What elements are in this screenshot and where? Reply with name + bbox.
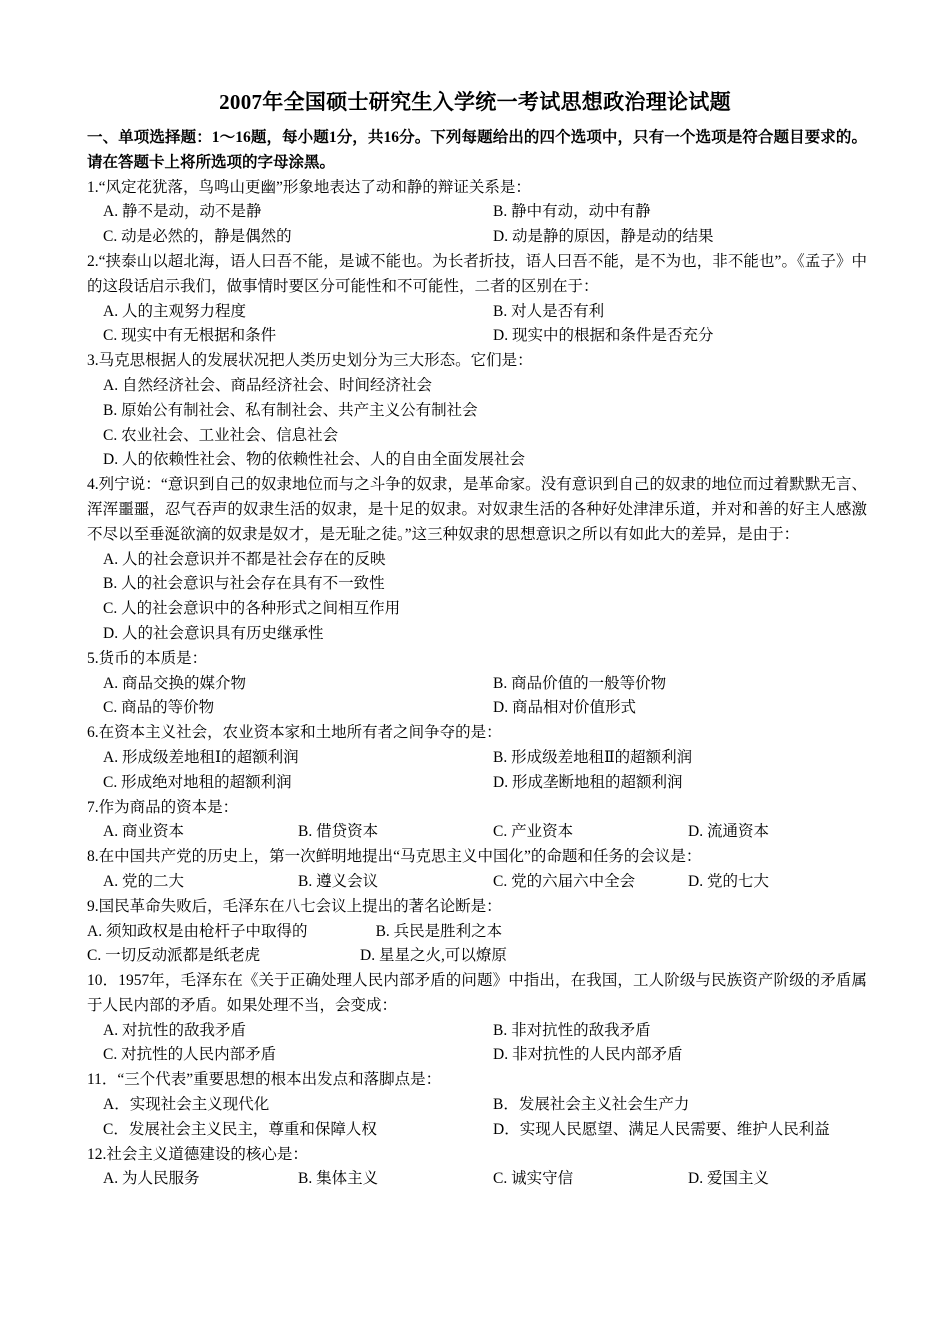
option-c: C. 对抗性的人民内部矛盾 [103, 1046, 277, 1064]
question-12 [87, 1143, 867, 1193]
option-d: D. 非对抗性的人民内部矛盾 [493, 1046, 683, 1064]
option-c: C. 商品的等价物 [103, 699, 215, 717]
question-stem: 4.列宁说：“意识到自己的奴隶地位而与之斗争的奴隶，是革命家。没有意识到自己的奴隶的地位而过着默默无言、浑浑噩噩，忍气吞声的奴隶生活的奴隶，是十足的奴隶。对奴隶生活的各种好处津津乐道，并对和善的好主人感激不尽以至垂涎欲滴的奴隶是奴才，是无耻之徒。”这三种奴隶的思想意识之所以有如此大的差异，是由于： [87, 476, 867, 543]
exam-content [87, 126, 867, 1192]
option-a: A. 商业资本 [103, 823, 184, 841]
question-9 [87, 895, 867, 969]
section-instructions: 一、单项选择题：1～16题，每小题1分，共16分。下列每题给出的四个选项中，只有一个选项是符合题目要求的。请在答题卡上将所选项的字母涂黑。 [87, 129, 867, 171]
option-c: C．发展社会主义民主，尊重和保障人权 [103, 1120, 377, 1138]
question-5 [87, 647, 867, 721]
option-d: D. 形成垄断地租的超额利润 [493, 773, 683, 791]
option-c: C. 产业资本 [493, 823, 574, 841]
option-a: A. 自然经济社会、商品经济社会、时间经济社会 [103, 376, 432, 394]
question-stem: 2.“挟泰山以超北海，语人曰吾不能，是诚不能也。为长者折技，语人曰吾不能，是不为也，非不能也”。《孟子》中的这段话启示我们，做事情时要区分可能性和不可能性，二者的区别在于： [87, 252, 867, 295]
option-a: A. 党的二大 [103, 872, 184, 890]
option-b: B. 商品价值的一般等价物 [493, 674, 667, 692]
option-b: B．发展社会主义社会生产力 [493, 1096, 690, 1114]
question-3 [87, 349, 867, 473]
question-stem: 5.货币的本质是： [87, 649, 208, 667]
option-a: A. 人的主观努力程度 [103, 302, 246, 320]
option-d: D. 人的依赖性社会、物的依赖性社会、人的自由全面发展社会 [103, 451, 525, 469]
option-c: C. 诚实守信 [493, 1170, 574, 1188]
option-b: B. 原始公有制社会、私有制社会、共产主义公有制社会 [103, 401, 478, 419]
question-stem: 6.在资本主义社会，农业资本家和土地所有者之间争夺的是： [87, 724, 502, 742]
option-a: A. 须知政权是由枪杆子中取得的 [87, 922, 308, 940]
option-b: B. 形成级差地租Ⅱ的超额利润 [493, 748, 693, 766]
option-d: D．实现人民愿望、满足人民需要、维护人民利益 [493, 1120, 830, 1138]
option-d: D. 流通资本 [688, 823, 769, 841]
question-7 [87, 796, 867, 846]
option-a: A. 形成级差地租Ⅰ的超额利润 [103, 748, 299, 766]
option-d: D. 现实中的根据和条件是否充分 [493, 327, 714, 345]
option-b: B. 人的社会意识与社会存在具有不一致性 [103, 575, 385, 593]
option-d: D. 商品相对价值形式 [493, 699, 636, 717]
question-stem: 8.在中国共产党的历史上，第一次鲜明地提出“马克思主义中国化”的命题和任务的会议是： [87, 848, 702, 866]
question-stem: 1.“风定花犹落，鸟鸣山更幽”形象地表达了动和静的辩证关系是： [87, 178, 531, 196]
question-stem: 12.社会主义道德建设的核心是： [87, 1145, 308, 1163]
question-6 [87, 721, 867, 795]
option-a: A．实现社会主义现代化 [103, 1096, 270, 1114]
question-1 [87, 176, 867, 250]
option-d: D. 人的社会意识具有历史继承性 [103, 624, 324, 642]
option-a: A. 对抗性的敌我矛盾 [103, 1021, 246, 1039]
option-b: B. 借贷资本 [298, 823, 379, 841]
option-c: C. 农业社会、工业社会、信息社会 [103, 426, 339, 444]
question-8 [87, 845, 867, 895]
question-stem: 3.马克思根据人的发展状况把人类历史划分为三大形态。它们是： [87, 352, 533, 370]
option-b: B. 非对抗性的敌我矛盾 [493, 1021, 651, 1039]
question-stem: 9.国民革命失败后，毛泽东在八七会议上提出的著名论断是： [87, 897, 502, 915]
option-d: D. 党的七大 [688, 872, 769, 890]
option-b: B. 遵义会议 [298, 872, 379, 890]
option-c: C. 一切反动派都是纸老虎 [87, 947, 261, 965]
question-stem: 11．“三个代表”重要思想的根本出发点和落脚点是： [87, 1071, 442, 1089]
question-stem: 7.作为商品的资本是： [87, 798, 239, 816]
option-d: D. 动是静的原因，静是动的结果 [493, 228, 714, 246]
option-a: A. 静不是动，动不是静 [103, 203, 262, 221]
option-c: C. 动是必然的，静是偶然的 [103, 228, 292, 246]
option-a: A. 人的社会意识并不都是社会存在的反映 [103, 550, 386, 568]
question-2 [87, 250, 867, 349]
option-b: B. 对人是否有利 [493, 302, 605, 320]
option-d: D. 星星之火,可以燎原 [360, 947, 507, 965]
option-b: B. 兵民是胜利之本 [375, 922, 503, 940]
option-a: A. 商品交换的媒介物 [103, 674, 246, 692]
question-10 [87, 969, 867, 1068]
option-a: A. 为人民服务 [103, 1170, 200, 1188]
option-b: B. 静中有动，动中有静 [493, 203, 651, 221]
question-11 [87, 1068, 867, 1142]
option-c: C. 党的六届六中全会 [493, 872, 636, 890]
question-4 [87, 473, 867, 647]
option-b: B. 集体主义 [298, 1170, 379, 1188]
question-stem: 10．1957年，毛泽东在《关于正确处理人民内部矛盾的问题》中指出，在我国，工人阶级与民族资产阶级的矛盾属于人民内部的矛盾。如果处理不当，会变成： [87, 972, 867, 1014]
option-c: C. 现实中有无根据和条件 [103, 327, 277, 345]
option-c: C. 形成绝对地租的超额利润 [103, 773, 292, 791]
option-d: D. 爱国主义 [688, 1170, 769, 1188]
option-c: C. 人的社会意识中的各种形式之间相互作用 [103, 600, 401, 618]
page-title: 2007年全国硕士研究生入学统一考试思想政治理论试题 [219, 90, 731, 114]
